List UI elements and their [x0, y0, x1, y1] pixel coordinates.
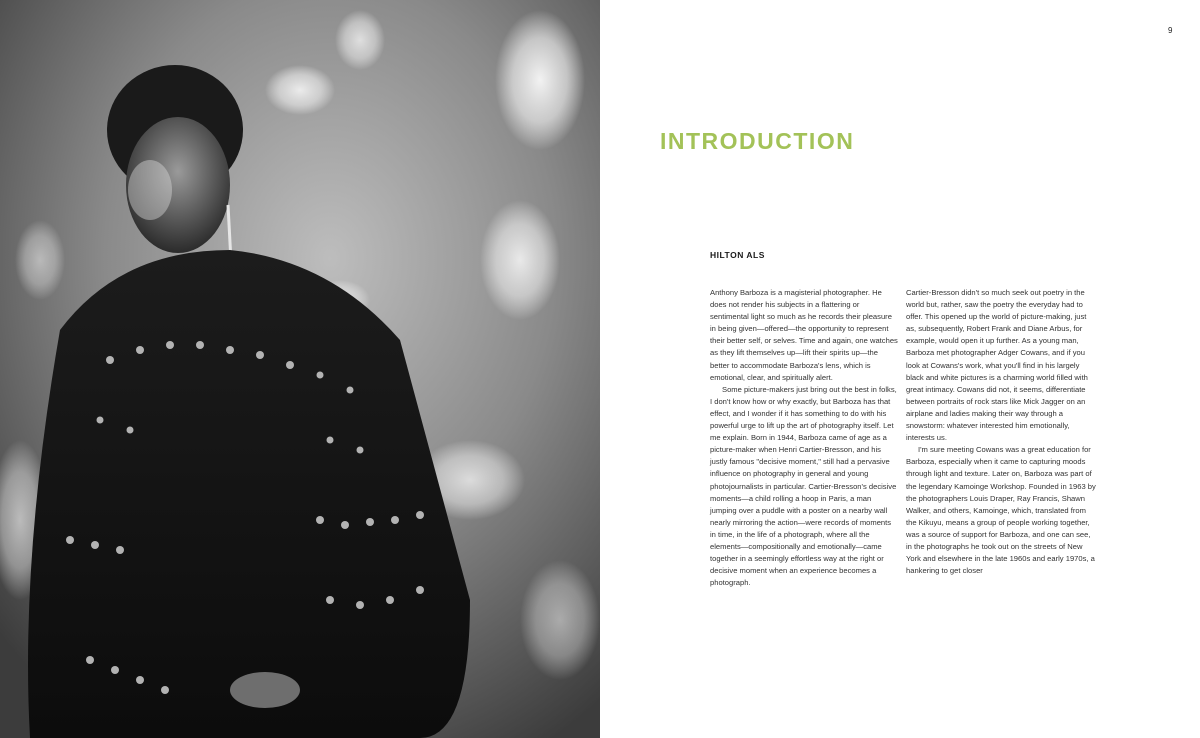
paragraph: Cartier-Bresson didn't so much seek out poetry in the world but, rather, saw the poetry the everyday had to offer. This opened up the world of picture-making, just as, subsequently, Robert Frank and Diane Arbus, for example, would open it up further. As a young man, Barboza met photographer Adger Cowans, and if you look at Cowans's work, what you'll find in his largely black and white pictures is a charming world filled with great intimacy. Cowans did not, it seems, differentiate between portraits of rock stars like Mick Jagger on an airplane and ladies making their way through a snowstorm: whatever interested him emotionally, interests us.	[906, 288, 1088, 443]
paragraph: I'm sure meeting Cowans was a great education for Barboza, especially when it came to capturing moods through light and texture. Later on, Barboza was part of the legendary Kamoinge Workshop. Founded in 1963 by the photographers Louis Draper, Ray Francis, Shawn Walker, and others, Kamoinge, which, translated from the Kikuyu, means a group of people working together, was a source of support for Barboza, and one can see, in the photographs he took out on the streets of New York and elsewhere in the late 1960s and early 1970s, a hankering to get closer	[906, 445, 1096, 576]
page-number: 9	[1168, 26, 1173, 35]
author-name: HILTON ALS	[710, 250, 765, 260]
text-page	[600, 0, 1200, 738]
paragraph: Some picture-makers just bring out the best in folks, I don't know how or why exactly, but Barboza has that effect, and I wonder if it has something to do with his powerful urge to lift up the art of photography itself. Let me explain. Born in 1944, Barboza came of age as a picture-maker when Henri Cartier-Bresson, and his justly famous "decisive moment," still had a pervasive influence on photography in general and young photojournalists in particular. Cartier-Bresson's decisive moments—a child rolling a hoop in Paris, a man jumping over a puddle with a poster on a nearby wall nearly mirroring the action—were records of moments in time, in the life of a photograph, where all the elements—compositionally and emotionally—came together in a seemingly effortless way at the right or decisive moment when an experience becomes a photograph.	[710, 384, 897, 588]
chapter-title: INTRODUCTION	[660, 128, 855, 154]
text-column-1	[710, 287, 898, 589]
paragraph: Anthony Barboza is a magisterial photographer. He does not render his subjects in a flattering or sentimental light so much as he records their pleasure in being given—offered—the opportunity to represent their better self, or selves. Time and again, one watches as they lift themselves up—lift their spirits up—the better to accommodate Barboza's lens, which is emotional, clear, and spiritually alert.	[710, 288, 898, 382]
text-column-2	[906, 287, 1096, 577]
